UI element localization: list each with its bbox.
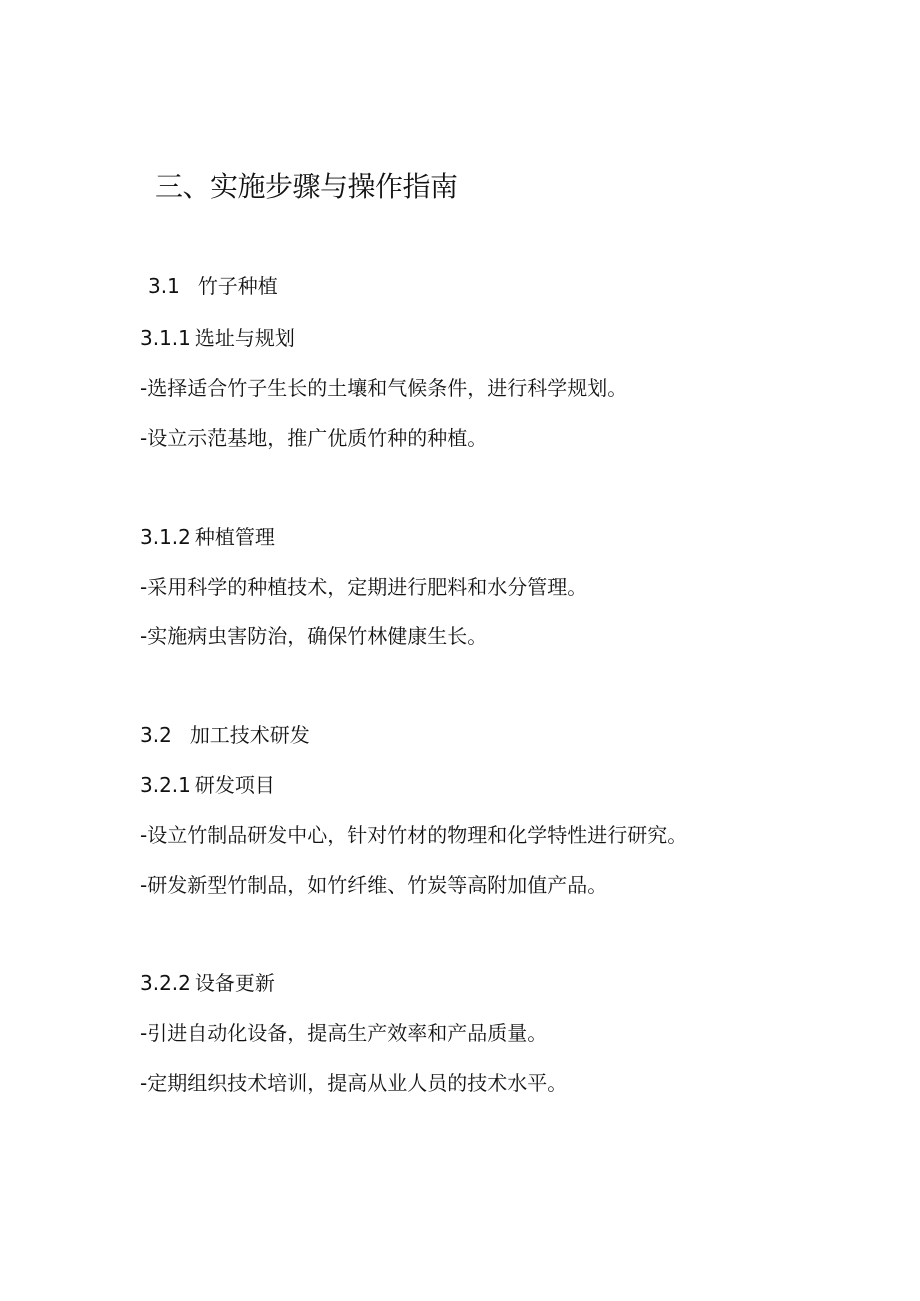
section-number: 3.2 (140, 723, 172, 747)
section-heading-3-2 (140, 720, 310, 750)
subsection-number: 3.2.2 (140, 971, 191, 995)
subsection-number: 3.2.1 (140, 773, 191, 797)
list-item: -设立竹制品研发中心，针对竹材的物理和化学特性进行研究。 (140, 823, 688, 847)
section-title: 加工技术研发 (189, 723, 310, 747)
list-item: -研发新型竹制品，如竹纤维、竹炭等高附加值产品。 (140, 873, 608, 897)
list-item: -设立示范基地，推广优质竹种的种植。 (140, 426, 488, 450)
list-item: -定期组织技术培训，提高从业人员的技术水平。 (140, 1071, 568, 1095)
subsection-title: 设备更新 (194, 971, 275, 995)
section-heading-3-1 (148, 271, 278, 301)
subsection-heading-3-1-1 (140, 323, 295, 353)
subsection-number: 3.1.2 (140, 525, 191, 549)
subsection-number: 3.1.1 (140, 326, 191, 350)
subsection-title: 研发项目 (194, 773, 275, 797)
list-item: -引进自动化设备，提高生产效率和产品质量。 (140, 1021, 548, 1045)
subsection-heading-3-2-2 (140, 968, 275, 998)
list-item: -选择适合竹子生长的土壤和气候条件，进行科学规划。 (140, 376, 628, 400)
subsection-heading-3-1-2 (140, 522, 275, 552)
list-item: -采用科学的种植技术，定期进行肥料和水分管理。 (140, 575, 588, 599)
subsection-title: 选址与规划 (194, 326, 295, 350)
subsection-title: 种植管理 (194, 525, 275, 549)
subsection-heading-3-2-1 (140, 770, 275, 800)
list-item: -实施病虫害防治，确保竹林健康生长。 (140, 624, 488, 648)
section-title: 竹子种植 (197, 274, 278, 298)
page-title: 三、实施步骤与操作指南 (155, 170, 458, 203)
section-number: 3.1 (148, 274, 180, 298)
